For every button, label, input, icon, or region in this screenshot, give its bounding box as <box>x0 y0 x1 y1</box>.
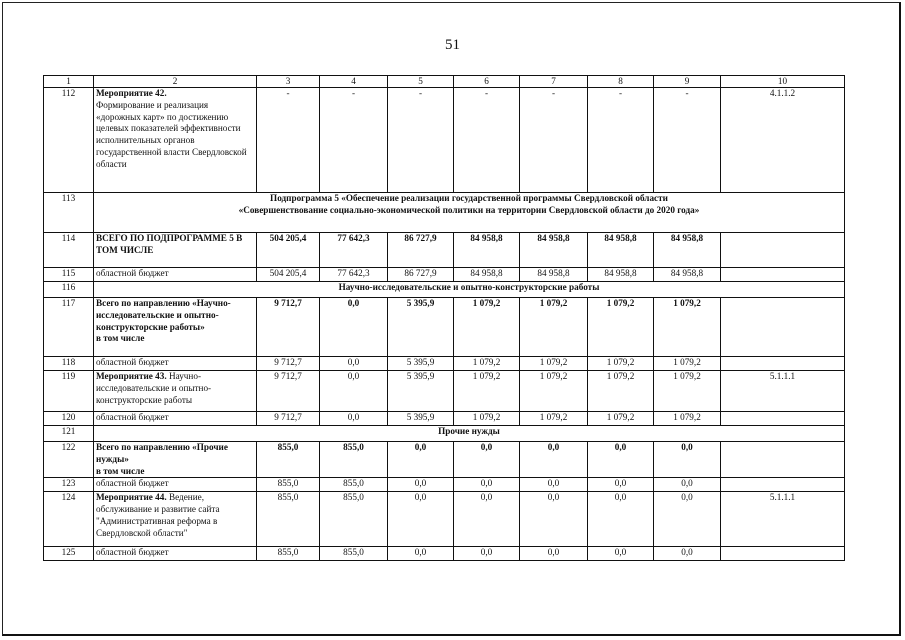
row-name-text: Ведение, обслуживание и развитие сайта "Административная реформа в Свердловской области" <box>96 492 220 538</box>
value-cell: 84 958,8 <box>454 268 520 282</box>
target-code <box>721 357 845 371</box>
value-cell: 855,0 <box>257 478 320 492</box>
value-cell: 1 079,2 <box>454 357 520 371</box>
header-cell: 7 <box>520 76 588 88</box>
row-name-bold: Всего по направлению «Научно-исследовательские и опытно-конструкторские работы» <box>96 298 231 332</box>
value-cell: 1 079,2 <box>588 371 654 412</box>
section-title: Прочие нужды <box>94 426 845 442</box>
row-name <box>94 371 257 412</box>
value-cell: - <box>654 88 721 193</box>
value-cell: 855,0 <box>257 547 320 561</box>
subprogram-title <box>94 193 845 233</box>
header-row <box>44 76 845 88</box>
value-cell: 86 727,9 <box>388 268 454 282</box>
header-cell: 9 <box>654 76 721 88</box>
row-number: 120 <box>44 412 94 426</box>
row-name-bold: Мероприятие 44. <box>96 492 167 503</box>
value-cell: - <box>320 88 388 193</box>
value-cell: 855,0 <box>257 492 320 547</box>
value-cell: 504 205,4 <box>257 268 320 282</box>
value-cell: 9 712,7 <box>257 298 320 357</box>
value-cell: 0,0 <box>388 478 454 492</box>
row-number: 123 <box>44 478 94 492</box>
subprogram-title-line: Подпрограмма 5 «Обеспечение реализации государственной программы Свердловской области <box>270 193 668 203</box>
value-cell: 0,0 <box>654 442 721 478</box>
row-number: 118 <box>44 357 94 371</box>
target-code <box>721 233 845 268</box>
subprogram-title-line: «Совершенствование социально-экономической политики на территории Свердловской области до 2020 года» <box>238 204 700 215</box>
target-code: 4.1.1.2 <box>721 88 845 193</box>
value-cell: 855,0 <box>320 492 388 547</box>
header-cell: 3 <box>257 76 320 88</box>
value-cell: 1 079,2 <box>588 298 654 357</box>
header-cell: 4 <box>320 76 388 88</box>
value-cell: - <box>588 88 654 193</box>
target-code <box>721 442 845 478</box>
row-name-text: Научно-исследовательские и опытно-конструкторские работы <box>96 371 212 405</box>
value-cell: 84 958,8 <box>588 268 654 282</box>
value-cell: 84 958,8 <box>520 268 588 282</box>
table-row <box>44 547 845 561</box>
table-row <box>44 357 845 371</box>
row-name: областной бюджет <box>94 547 257 561</box>
row-name: областной бюджет <box>94 478 257 492</box>
value-cell: 0,0 <box>454 442 520 478</box>
header-cell: 5 <box>388 76 454 88</box>
table-row <box>44 298 845 357</box>
header-cell: 8 <box>588 76 654 88</box>
row-name-bold: Всего по направлению «Прочие нужды» <box>96 442 228 464</box>
value-cell: 84 958,8 <box>588 233 654 268</box>
value-cell: 0,0 <box>388 547 454 561</box>
value-cell: - <box>454 88 520 193</box>
header-cell: 6 <box>454 76 520 88</box>
target-code <box>721 547 845 561</box>
value-cell: 855,0 <box>320 478 388 492</box>
value-cell: 1 079,2 <box>654 371 721 412</box>
value-cell: 0,0 <box>654 547 721 561</box>
row-number: 121 <box>44 426 94 442</box>
row-name <box>94 442 257 478</box>
target-code <box>721 268 845 282</box>
value-cell: 855,0 <box>320 442 388 478</box>
value-cell: 0,0 <box>654 478 721 492</box>
table-row <box>44 426 845 442</box>
value-cell: 5 395,9 <box>388 412 454 426</box>
table-row <box>44 478 845 492</box>
target-code <box>721 412 845 426</box>
value-cell: 1 079,2 <box>654 298 721 357</box>
value-cell: 77 642,3 <box>320 268 388 282</box>
row-number: 124 <box>44 492 94 547</box>
value-cell: 1 079,2 <box>520 357 588 371</box>
target-code: 5.1.1.1 <box>721 492 845 547</box>
value-cell: 0,0 <box>588 442 654 478</box>
value-cell: 84 958,8 <box>654 268 721 282</box>
row-number: 114 <box>44 233 94 268</box>
row-number: 119 <box>44 371 94 412</box>
row-name-text: в том числе <box>96 465 145 476</box>
value-cell: - <box>520 88 588 193</box>
value-cell: 1 079,2 <box>520 371 588 412</box>
table-row <box>44 193 845 233</box>
row-number: 117 <box>44 298 94 357</box>
row-number: 125 <box>44 547 94 561</box>
table-row <box>44 492 845 547</box>
value-cell: 5 395,9 <box>388 298 454 357</box>
value-cell: 0,0 <box>520 492 588 547</box>
value-cell: 855,0 <box>320 547 388 561</box>
value-cell: 855,0 <box>257 442 320 478</box>
value-cell: 77 642,3 <box>320 233 388 268</box>
table-row <box>44 268 845 282</box>
row-name-text: в том числе <box>96 333 145 344</box>
value-cell: - <box>388 88 454 193</box>
table-row <box>44 88 845 193</box>
section-title: Научно-исследовательские и опытно-конструкторские работы <box>94 282 845 298</box>
value-cell: 84 958,8 <box>654 233 721 268</box>
value-cell: 0,0 <box>388 442 454 478</box>
value-cell: 1 079,2 <box>654 412 721 426</box>
value-cell: 1 079,2 <box>588 412 654 426</box>
header-cell: 2 <box>94 76 257 88</box>
value-cell: 9 712,7 <box>257 357 320 371</box>
value-cell: 9 712,7 <box>257 412 320 426</box>
value-cell: 5 395,9 <box>388 371 454 412</box>
value-cell: 84 958,8 <box>520 233 588 268</box>
value-cell: 0,0 <box>520 442 588 478</box>
value-cell: 9 712,7 <box>257 371 320 412</box>
row-number: 115 <box>44 268 94 282</box>
table-row <box>44 412 845 426</box>
value-cell: 1 079,2 <box>454 298 520 357</box>
row-name <box>94 492 257 547</box>
row-name: областной бюджет <box>94 268 257 282</box>
row-name-bold: Мероприятие 43. <box>96 371 167 381</box>
row-name <box>94 88 257 193</box>
value-cell: 0,0 <box>654 492 721 547</box>
row-name-text: Формирование и реализация «дорожных карт» по достижению целевых показателей эффективности исполнительных органов государственной власти Свердловской области <box>96 99 247 169</box>
value-cell: 0,0 <box>454 492 520 547</box>
row-name-bold: Мероприятие 42. <box>96 88 167 98</box>
page-number: 51 <box>445 37 460 53</box>
table-row <box>44 233 845 268</box>
row-name: областной бюджет <box>94 357 257 371</box>
value-cell: 1 079,2 <box>520 298 588 357</box>
header-cell: 10 <box>721 76 845 88</box>
value-cell: 1 079,2 <box>588 357 654 371</box>
target-code <box>721 478 845 492</box>
header-cell: 1 <box>44 76 94 88</box>
value-cell: 0,0 <box>588 547 654 561</box>
table-row <box>44 371 845 412</box>
target-code <box>721 298 845 357</box>
value-cell: 5 395,9 <box>388 357 454 371</box>
value-cell: 0,0 <box>588 492 654 547</box>
value-cell: 0,0 <box>320 371 388 412</box>
value-cell: 86 727,9 <box>388 233 454 268</box>
value-cell: 0,0 <box>320 357 388 371</box>
value-cell: 1 079,2 <box>654 357 721 371</box>
row-number: 112 <box>44 88 94 193</box>
value-cell: 84 958,8 <box>454 233 520 268</box>
table-row <box>44 442 845 478</box>
value-cell: 0,0 <box>320 298 388 357</box>
value-cell: 0,0 <box>520 478 588 492</box>
value-cell: 0,0 <box>320 412 388 426</box>
value-cell: 504 205,4 <box>257 233 320 268</box>
value-cell: 1 079,2 <box>520 412 588 426</box>
value-cell: 1 079,2 <box>454 371 520 412</box>
value-cell: 0,0 <box>388 492 454 547</box>
row-number: 122 <box>44 442 94 478</box>
row-name <box>94 298 257 357</box>
row-name: ВСЕГО ПО ПОДПРОГРАММЕ 5 В ТОМ ЧИСЛЕ <box>94 233 257 268</box>
value-cell: 0,0 <box>520 547 588 561</box>
value-cell: 0,0 <box>454 478 520 492</box>
value-cell: 0,0 <box>588 478 654 492</box>
value-cell: - <box>257 88 320 193</box>
budget-table <box>43 75 845 561</box>
row-number: 116 <box>44 282 94 298</box>
value-cell: 1 079,2 <box>454 412 520 426</box>
target-code: 5.1.1.1 <box>721 371 845 412</box>
row-number: 113 <box>44 193 94 233</box>
table-row <box>44 282 845 298</box>
value-cell: 0,0 <box>454 547 520 561</box>
row-name: областной бюджет <box>94 412 257 426</box>
